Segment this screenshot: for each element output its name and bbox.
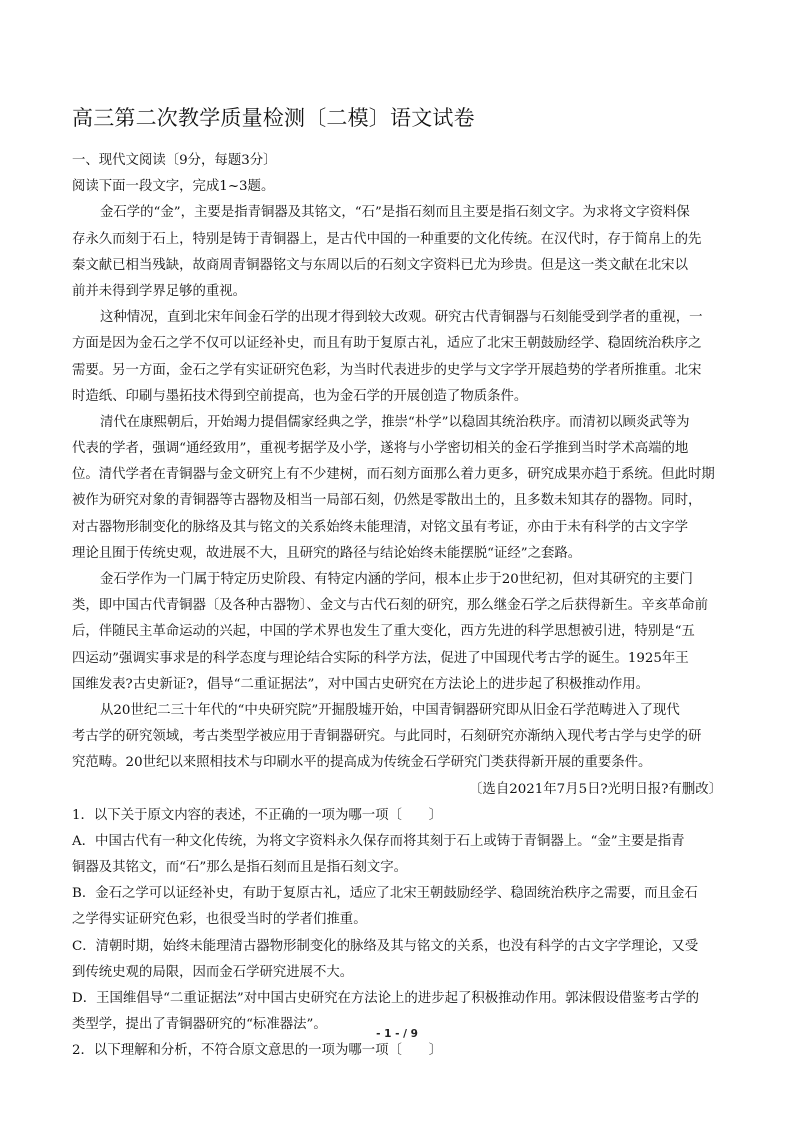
paragraph-line: 方面是因为金石之学不仅可以证经补史，而且有助于复原古礼，适应了北宋王朝鼓励经学、稳固统治秩序之 xyxy=(72,336,702,352)
option-b-continued: 之学得实证研究色彩，也很受当时的学者们推重。 xyxy=(72,912,367,928)
option-c-continued: 到传统史观的局限，因而金石学研究进展不大。 xyxy=(72,964,354,980)
question-2: 2．以下理解和分析，不符合原文意思的一项为哪一项〔 〕 xyxy=(72,1043,443,1059)
paragraph-line: 被作为研究对象的青铜器等古器物及相当一局部石刻，仍然是零散出土的，且多数未知其存的器物。同时， xyxy=(72,493,702,509)
paragraph-line: 国维发表?古史新证?，倡导“二重证据法”，对中国古史研究在方法论上的进步起了积极推动作用。 xyxy=(72,676,650,692)
paragraph-line: 前并未得到学界足够的重视。 xyxy=(72,283,247,299)
option-c: C．清朝时期，始终未能理清古器物形制变化的脉络及其与铭文的关系，也没有科学的古文字学理论，又受 xyxy=(72,938,699,954)
paragraph-line: 清代在康熙朝后，开始竭力提倡儒家经典之学，推崇“朴学”以稳固其统治秩序。而清初以顾炎武等为 xyxy=(100,414,690,430)
page-number: - 1 - / 9 xyxy=(376,1028,418,1040)
paragraph-line: 位。清代学者在青铜器与金文研究上有不少建树，而石刻方面那么着力更多，研究成果亦趋于系统。但此时期 xyxy=(72,467,715,483)
paragraph-line: 考古学的研究领域，考古类型学被应用于青铜器研究。与此同时，石刻研究亦渐纳入现代考古学与史学的研 xyxy=(72,729,702,745)
option-a-continued: 铜器及其铭文，而“石”那么是指石刻而且是指石刻文字。 xyxy=(72,860,408,876)
paragraph-line: 对古器物形制变化的脉络及其与铭文的关系始终未能理清，对铭文虽有考证，亦由于未有科学的古文字学 xyxy=(72,519,688,535)
paragraph-line: 存永久而刻于石上，特别是铸于青铜器上，是古代中国的一种重要的文化传统。在汉代时，存于简帛上的先 xyxy=(72,231,702,247)
document-title: 高三第二次教学质量检测〔二模〕语文试卷 xyxy=(72,106,475,130)
paragraph-line: 这种情况，直到北宋年间金石学的出现才得到较大改观。研究古代青铜器与石刻能受到学者的重视，一 xyxy=(100,310,703,326)
paragraph-line: 四运动”强调实事求是的科学态度与理论结合实际的科学方法，促进了中国现代考古学的诞生。1925年王 xyxy=(72,650,689,666)
option-b: B．金石之学可以证经补史，有助于复原古礼，适应了北宋王朝鼓励经学、稳固统治秩序之需要，而且金石 xyxy=(72,886,698,902)
option-a: A．中国古代有一种文化传统，为将文字资料永久保存而将其刻于石上或铸于青铜器上。“金”主要是指青 xyxy=(72,833,685,849)
paragraph-line: 需要。另一方面，金石之学有实证研究色彩，为当时代表进步的史学与文字学开展趋势的学者所推重。北宋 xyxy=(72,362,702,378)
document-body xyxy=(72,148,722,1065)
paragraph-line: 究范畴。20世纪以来照相技术与印刷水平的提高成为传统金石学研究门类获得新开展的重要条件。 xyxy=(72,755,652,771)
paragraph-line: 后，伴随民主革命运动的兴起，中国的学术界也发生了重大变化，西方先进的科学思想被引进，特别是“五 xyxy=(72,624,695,640)
paragraph-line: 秦文献已相当残缺，故商周青铜器铭文与东周以后的石刻文字资料已尤为珍贵。但是这一类文献在北宋以 xyxy=(72,257,688,273)
paragraph-line: 时造纸、印刷与墨拓技术得到空前提高，也为金石学的开展创造了物质条件。 xyxy=(72,388,528,404)
paragraph-line: 理论且囿于传统史观，故进展不大，且研究的路径与结论始终未能摆脱“证经”之套路。 xyxy=(72,545,582,561)
section-heading: 一、现代文阅读〔9分，每题3分〕 xyxy=(72,153,277,168)
paragraph-line: 金石学的“金”，主要是指青铜器及其铭文，“石”是指石刻而且主要是指石刻文字。为求将文字资料保 xyxy=(100,205,690,221)
paragraph-line: 金石学作为一门属于特定历史阶段、有特定内涵的学问，根本止步于20世纪初，但对其研究的主要门 xyxy=(100,572,693,587)
paragraph-line: 类，即中国古代青铜器〔及各种古器物〕、金文与古代石刻的研究，那么继金石学之后获得新生。辛亥革命前 xyxy=(72,598,709,614)
option-d: D．王国维倡导“二重证据法”对中国古史研究在方法论上的进步起了积极推动作用。郭沫假设借鉴考古学的 xyxy=(72,991,700,1006)
option-d-continued: 类型学，提出了青铜器研究的“标准器法”。 xyxy=(72,1017,327,1033)
source-citation: 〔选自2021年7月5日?光明日报?有删改〕 xyxy=(469,781,722,797)
question-1: 1．以下关于原文内容的表述，不正确的一项为哪一项〔 〕 xyxy=(72,807,443,823)
paragraph-line: 从20世纪二三十年代的“中央研究院”开掘殷墟开始，中国青铜器研究即从旧金石学范畴进入了现代 xyxy=(100,702,680,718)
paragraph-line: 代表的学者，强调“通经致用”，重视考据学及小学，遂将与小学密切相关的金石学推到当时学术高端的地 xyxy=(72,441,689,457)
reading-instruction: 阅读下面一段文字，完成1~3题。 xyxy=(72,179,275,195)
